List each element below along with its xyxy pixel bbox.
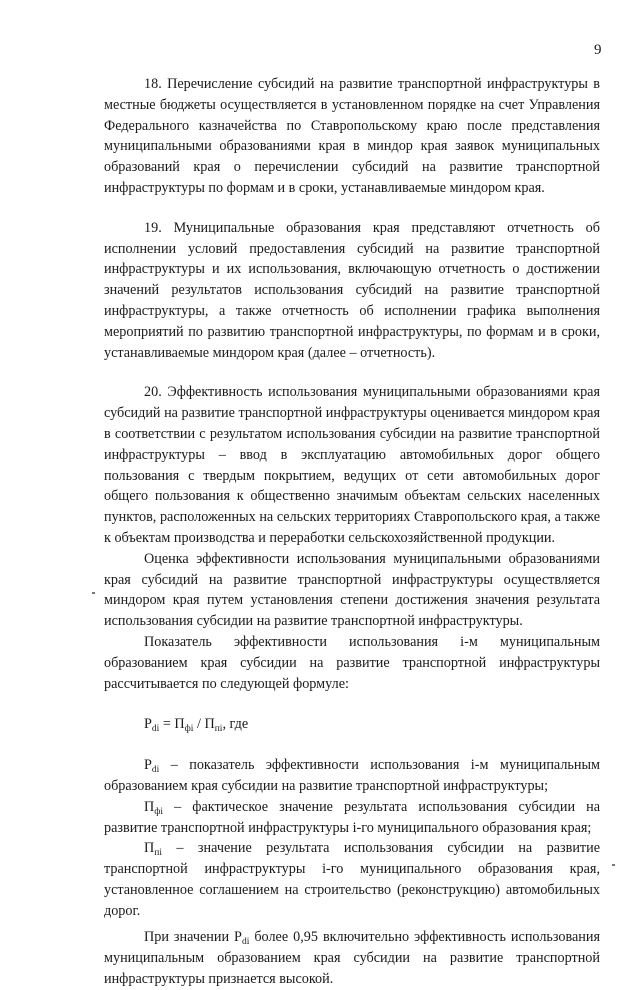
formula-tail: , где: [222, 716, 249, 733]
definition-symbol: П: [144, 840, 155, 857]
definition-symbol: П: [144, 798, 155, 815]
definition-symbol: P: [144, 757, 152, 774]
paragraph-20-evaluation: Оценка эффективности использования муниципальными образованиями края субсидий на развитие транспортной инфраструктуры осуществляется миндором края путем установления степени достижения значения результата использования субсидии на развитие транспортной инфраструктуры.: [104, 550, 600, 630]
definition-pdi: [104, 755, 600, 797]
conclusion-post: более 0,95 включительно эффективность использования муниципальным образованием края субсидии на развитие транспортной инфраструктуры признается высокой.: [104, 929, 601, 988]
formula-equals: = П: [159, 716, 185, 733]
definition-text: – значение результата использования субсидии на развитие транспортной инфраструктуры i-го муниципального образования края, установленное соглашением на строительство (реконструкцию) автомобильных дорог.: [104, 840, 600, 919]
formula-numerator-subscript: фi: [184, 724, 194, 735]
definition-subscript: пi: [154, 848, 162, 859]
definition-ppi: [104, 838, 600, 921]
paragraph-18: 18. Перечисление субсидий на развитие транспортной инфраструктуры в местные бюджеты осуществляется в установленном порядке на счет Управления Федерального казначейства по Ставропольскому краю после представления муниципальными образованиями края в миндор края заявок муниципальных образований края о перечислении субсидий на развитие транспортной инфраструктуры по формам и в сроки, устанавливаемые миндором края.: [104, 76, 600, 196]
scan-speck: [92, 592, 95, 594]
paragraph-20-indicator: Показатель эффективности использования i-м муниципальным образованием края субсидии на развитие транспортной инфраструктуры рассчитывается по следующей формуле:: [104, 633, 600, 692]
formula: [104, 714, 600, 735]
definition-pfi: [104, 797, 600, 839]
paragraph-19: 19. Муниципальные образования края представляют отчетность об исполнении условий предоставления субсидий на развитие транспортной инфраструктуры и их использования, включающую отчетность о достижении значений результатов использования субсидий на развитие транспортной инфраструктуры, а также отчетность об исполнении графика выполнения мероприятий по развитию транспортной инфраструктуры, по формам и в сроки, устанавливаемые миндором края (далее – отчетность).: [104, 219, 600, 361]
conclusion-subscript: di: [241, 937, 250, 948]
definition-subscript: фi: [154, 806, 164, 817]
formula-lhs-subscript: di: [151, 724, 160, 735]
definition-subscript: di: [151, 765, 160, 776]
definition-text: – показатель эффективности использования i-м муниципальным образованием края субсидии на развитие транспортной инфраструктуры;: [104, 757, 600, 794]
scan-speck: [612, 864, 615, 866]
formula-divide: / П: [193, 716, 215, 733]
paragraph-20: 20. Эффективность использования муниципальными образованиями края субсидий на развитие транспортной инфраструктуры оценивается миндором края в соответствии с результатом использования субсидии на развитие транспортной инфраструктуры – ввод в эксплуатацию автомобильных дорог общего пользования с твердым покрытием, ведущих от сети автомобильных дорог общего пользования к общественно значимым объектам сельских населенных пунктов, расположенных на сельских территориях Ставропольского края, а также к объектам производства и переработки сельскохозяйственной продукции.: [104, 384, 600, 546]
conclusion-pre: При значении P: [144, 929, 242, 946]
paragraph-conclusion: [104, 927, 600, 989]
formula-denominator-subscript: пi: [214, 724, 223, 735]
page-number: 9: [594, 42, 602, 58]
definition-text: – фактическое значение результата использования субсидии на развитие транспортной инфраструктуры i-го муниципального образования края;: [104, 798, 600, 836]
document-body: [104, 74, 600, 990]
formula-lhs: P: [144, 716, 152, 733]
